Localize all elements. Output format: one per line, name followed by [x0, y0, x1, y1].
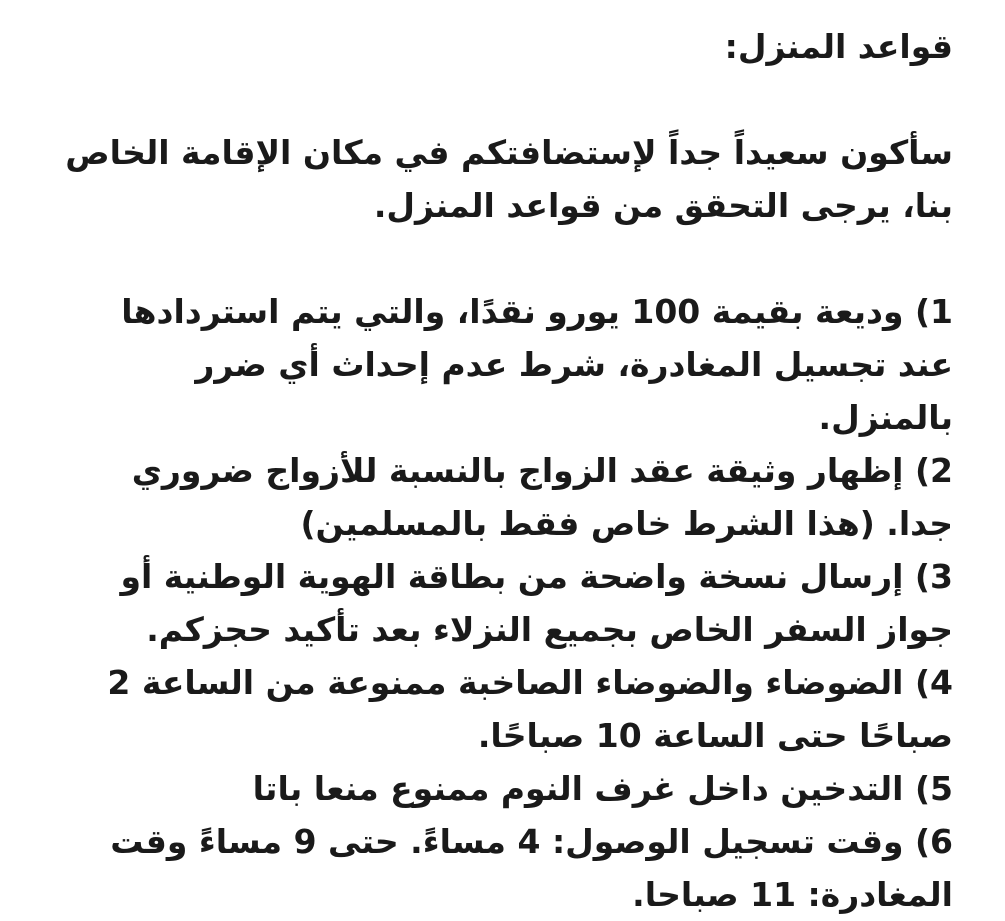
document — [60, 20, 953, 921]
rule-item-1: 1) وديعة بقيمة 100 يورو نقدًا، والتي يتم استردادها عند تجسيل المغادرة، شرط عدم إحداث أي ضرر بالمنزل. — [121, 292, 953, 437]
rules-list — [60, 285, 953, 921]
rule-item-4: 4) الضوضاء والضوضاء الصاخبة ممنوعة من الساعة 2 صباحًا حتى الساعة 10 صباحًا. — [107, 663, 953, 755]
document-title: قواعد المنزل: — [724, 27, 953, 66]
intro-paragraph: سأكون سعيداً جداً لإستضافتكم في مكان الإقامة الخاص بنا، يرجى التحقق من قواعد المنزل. — [65, 133, 953, 225]
rule-item-5: 5) التدخين داخل غرف النوم ممنوع منعا باتا — [252, 769, 953, 808]
rule-item-6: 6) وقت تسجيل الوصول: 4 مساءً. حتى 9 مساءً وقت المغادرة: 11 صباحا. — [110, 822, 953, 914]
rule-item-2: 2) إظهار وثيقة عقد الزواج بالنسبة للأزواج ضروري جدا. (هذا الشرط خاص فقط بالمسلمين) — [131, 451, 953, 543]
rule-item-3: 3) إرسال نسخة واضحة من بطاقة الهوية الوطنية أو جواز السفر الخاص بجميع النزلاء بعد تأكيد حجزكم. — [120, 557, 953, 649]
